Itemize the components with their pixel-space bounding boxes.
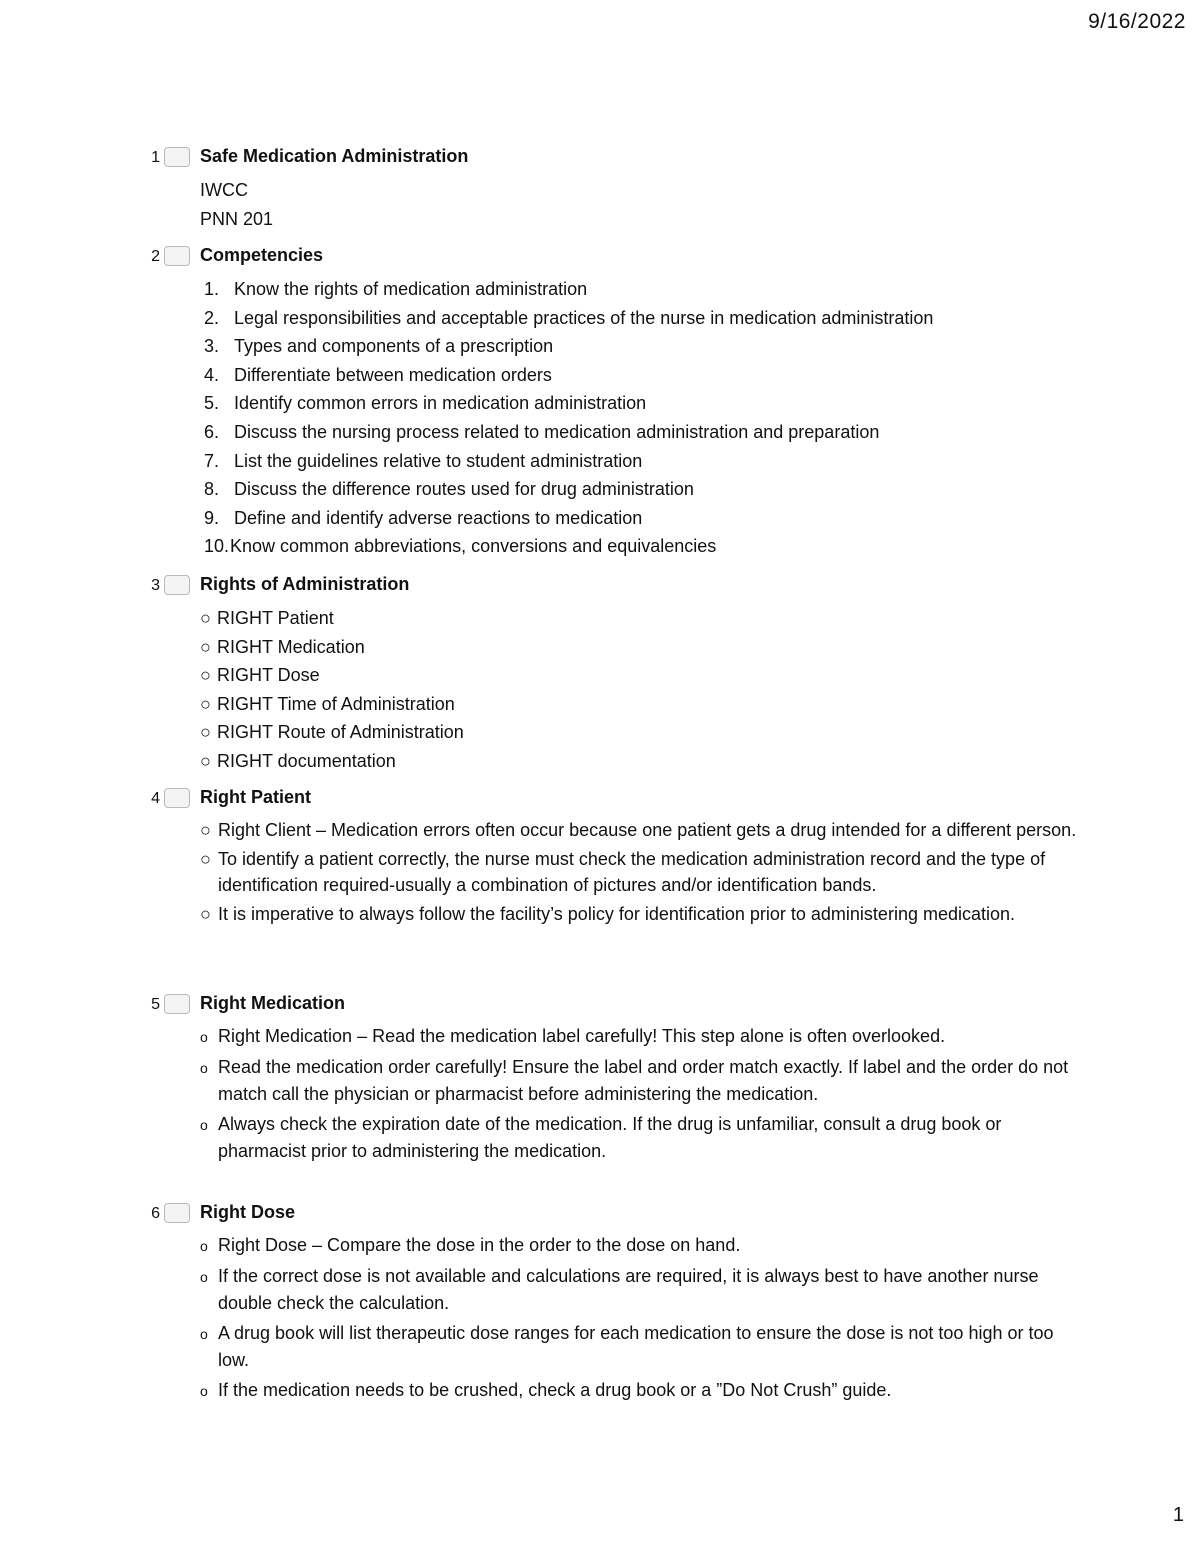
slide-number: 5 (151, 996, 160, 1013)
list-item: 5. Identify common errors in medication administration (204, 393, 647, 414)
bullet-list (200, 1023, 1080, 1165)
slide-number: 3 (151, 577, 160, 594)
list-item: o If the medication needs to be crushed, check a drug book or a ”Do Not Crush” guide. (200, 1379, 892, 1400)
slide-5 (0, 993, 1120, 1173)
list-item: ○ RIGHT Route of Administration (200, 722, 464, 743)
slide-title: Right Medication (200, 993, 345, 1013)
slide-number: 1 (151, 149, 160, 166)
slide-2 (0, 245, 1120, 565)
list-item: ○ RIGHT Time of Administration (200, 693, 455, 714)
slide-title: Right Patient (200, 787, 311, 807)
list-item: ○ To identify a patient correctly, the nurse must check the medication administration record and the type of identification required-usually a combination of pictures and/or identification bands. (200, 848, 1046, 895)
list-item: 1. Know the rights of medication administration (204, 279, 588, 299)
list-item: 7. List the guidelines relative to student administration (204, 450, 643, 471)
list-item: 8. Discuss the difference routes used for drug administration (204, 479, 694, 500)
slide-thumbnail[interactable] (164, 575, 190, 595)
slide-number: 4 (151, 790, 160, 807)
slide-title: Right Dose (200, 1202, 296, 1222)
slide-title: Safe Medication Administration (200, 146, 469, 166)
list-item: ○ RIGHT documentation (200, 750, 396, 771)
slide-4 (0, 787, 1120, 987)
slide-3 (0, 574, 1120, 774)
list-item: o Right Dose – Compare the dose in the order to the dose on hand. (200, 1235, 741, 1255)
list-item: 4. Differentiate between medication orders (204, 364, 552, 385)
list-item: o Right Medication – Read the medication label carefully! This step alone is often overlooked. (200, 1026, 946, 1046)
numbered-list (204, 275, 1084, 561)
list-item: o Read the medication order carefully! Ensure the label and order match exactly. If label and the order do not match call the physician or pharmacist before administering the medication. (200, 1056, 1069, 1104)
body-line: PNN 201 (200, 208, 274, 229)
list-item: ○ Right Client – Medication errors often occur because one patient gets a drug intended for a different person. (200, 820, 1077, 840)
slide-title: Rights of Administration (200, 574, 410, 594)
slide-number: 2 (151, 248, 160, 265)
slide-1 (0, 146, 1120, 236)
list-item: 2. Legal responsibilities and acceptable practices of the nurse in medication administration (204, 307, 934, 328)
list-item: o If the correct dose is not available and calculations are required, it is always best to have another nurse double check the calculation. (200, 1265, 1039, 1313)
slide-6 (0, 1202, 1120, 1402)
list-item: 3. Types and components of a prescription (204, 336, 554, 357)
bullet-list (200, 604, 1080, 776)
slide-thumbnail[interactable] (164, 147, 190, 167)
list-item: o A drug book will list therapeutic dose ranges for each medication to ensure the dose is not too high or too low. (200, 1322, 1054, 1370)
slide-number: 6 (151, 1205, 160, 1222)
list-item: 9. Define and identify adverse reactions to medication (204, 507, 643, 528)
slide-title: Competencies (200, 245, 324, 265)
slide-thumbnail[interactable] (164, 1203, 190, 1223)
slide-thumbnail[interactable] (164, 788, 190, 808)
list-item: 6. Discuss the nursing process related to medication administration and preparation (204, 421, 880, 442)
slide-thumbnail[interactable] (164, 994, 190, 1014)
slide-body (200, 176, 1080, 233)
body-line: IWCC (200, 180, 248, 200)
list-item: ○ RIGHT Medication (200, 636, 365, 657)
list-item: ○ RIGHT Dose (200, 665, 320, 686)
print-date: 9/16/2022 (1088, 10, 1186, 33)
page-number: 1 (1172, 1504, 1184, 1526)
slide-thumbnail[interactable] (164, 246, 190, 266)
list-item: o Always check the expiration date of the medication. If the drug is unfamiliar, consult a drug book or pharmacist prior to administering the medication. (200, 1113, 1002, 1161)
list-item: ○ RIGHT Patient (200, 608, 334, 628)
bullet-list (200, 1232, 1080, 1404)
list-item: ○ It is imperative to always follow the facility’s policy for identification prior to administering medication. (200, 903, 1016, 924)
list-item: 10. Know common abbreviations, conversions and equivalencies (204, 536, 717, 557)
bullet-list (200, 817, 1080, 927)
